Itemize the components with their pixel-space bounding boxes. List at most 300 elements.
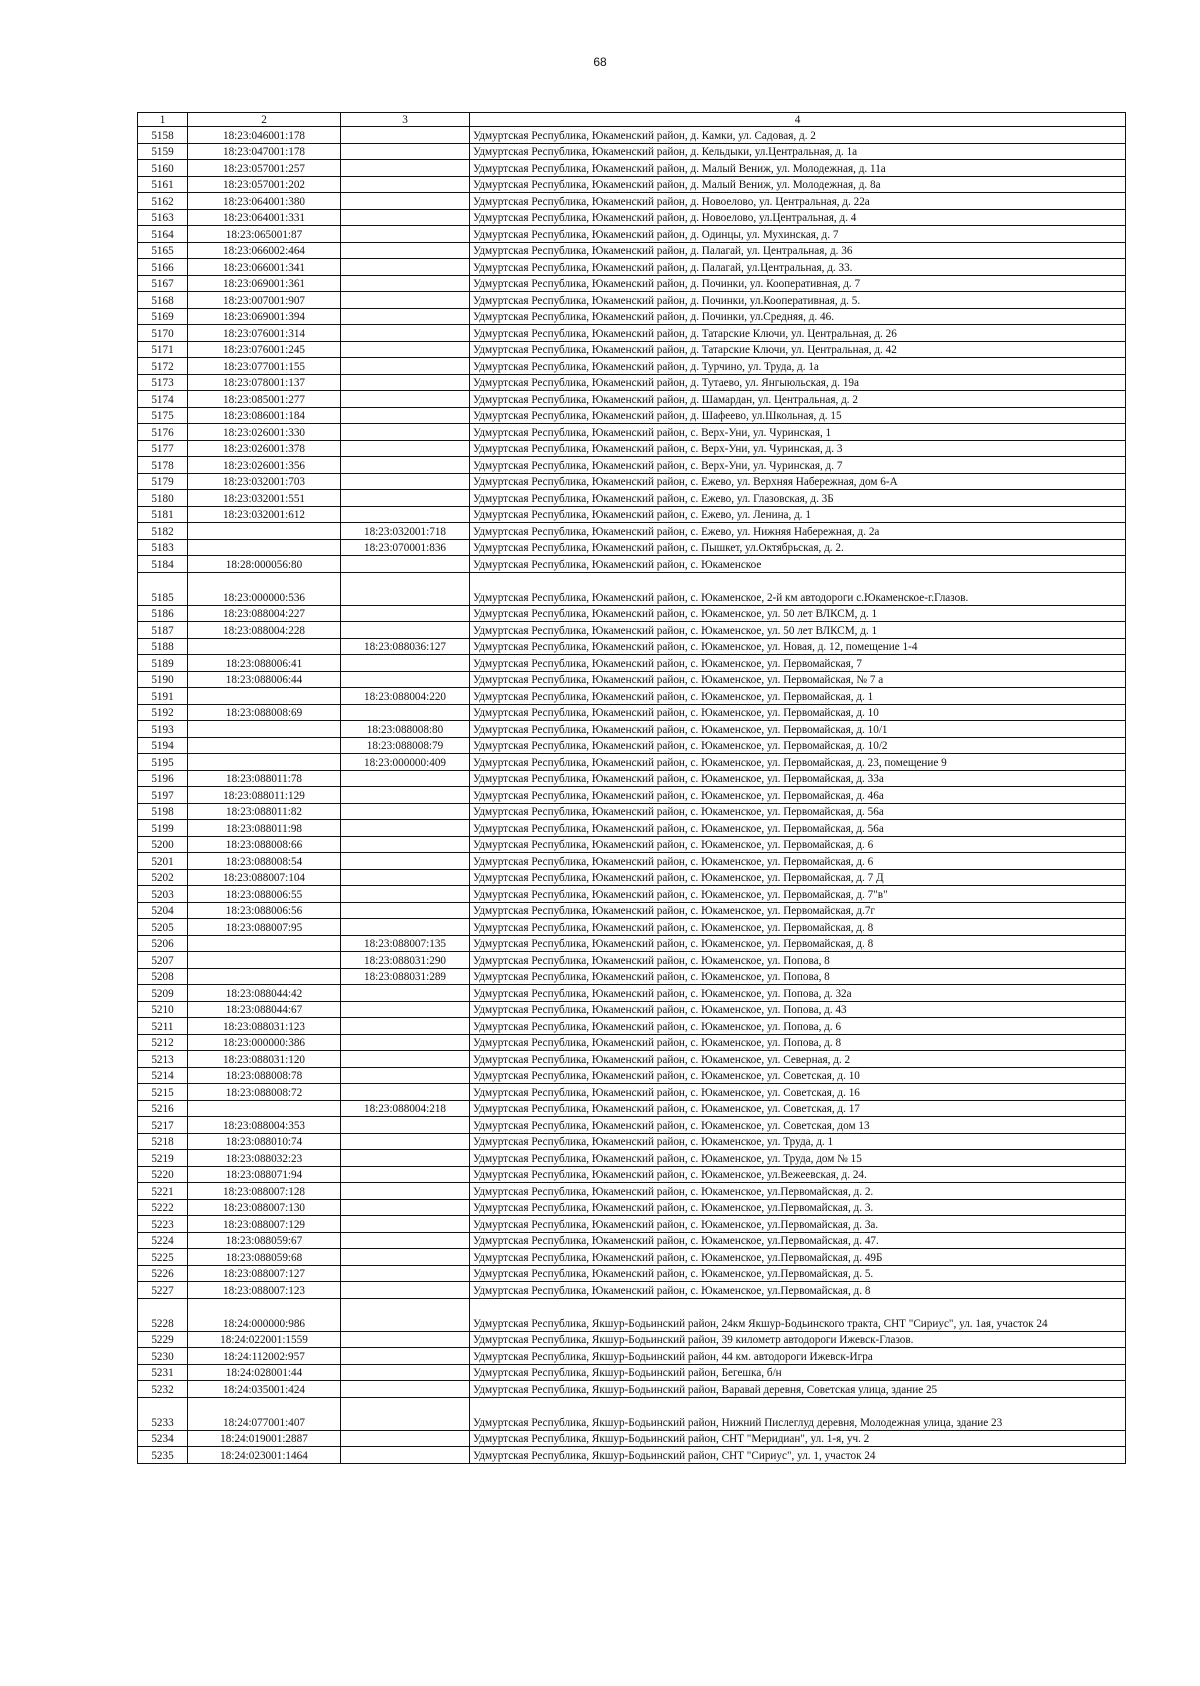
cadastral-number-alt bbox=[341, 1348, 470, 1365]
cadastral-number-alt bbox=[341, 787, 470, 804]
row-number: 5177 bbox=[138, 440, 188, 457]
cadastral-number-alt bbox=[341, 160, 470, 177]
address-cell: Удмуртская Республика, Юкаменский район, с. Юкаменское, ул. Советская, д. 17 bbox=[470, 1100, 1126, 1117]
address-cell: Удмуртская Республика, Юкаменский район, с. Юкаменское, ул. Первомайская, д. 56а bbox=[470, 820, 1126, 837]
address-cell: Удмуртская Республика, Юкаменский район, с. Юкаменское, ул. Первомайская, 7 bbox=[470, 655, 1126, 672]
cadastral-number: 18:23:088059:67 bbox=[188, 1232, 341, 1249]
cadastral-number-alt bbox=[341, 325, 470, 342]
table-row bbox=[138, 688, 1126, 705]
row-number: 5164 bbox=[138, 226, 188, 243]
cadastral-number: 18:23:077001:155 bbox=[188, 358, 341, 375]
address-cell: Удмуртская Республика, Юкаменский район, с. Пышкет, ул.Октябрьская, д. 2. bbox=[470, 539, 1126, 556]
table-row bbox=[138, 1084, 1126, 1101]
cadastral-number-alt: 18:23:088007:135 bbox=[341, 935, 470, 952]
row-number: 5213 bbox=[138, 1051, 188, 1068]
cadastral-number: 18:23:088044:67 bbox=[188, 1001, 341, 1018]
table-row bbox=[138, 1249, 1126, 1266]
table-row bbox=[138, 572, 1126, 605]
table-row bbox=[138, 1133, 1126, 1150]
cadastral-number: 18:23:047001:178 bbox=[188, 143, 341, 160]
address-cell: Удмуртская Республика, Якшур-Бодьинский район, Варавай деревня, Советская улица, здание 25 bbox=[470, 1381, 1126, 1398]
table-row bbox=[138, 770, 1126, 787]
cadastral-number-alt bbox=[341, 1381, 470, 1398]
cadastral-number-alt bbox=[341, 556, 470, 573]
row-number: 5205 bbox=[138, 919, 188, 936]
row-number: 5194 bbox=[138, 737, 188, 754]
address-cell: Удмуртская Республика, Юкаменский район, с. Юкаменское, ул. Труда, дом № 15 bbox=[470, 1150, 1126, 1167]
table-row bbox=[138, 952, 1126, 969]
cadastral-number: 18:23:088031:120 bbox=[188, 1051, 341, 1068]
cadastral-number: 18:24:035001:424 bbox=[188, 1381, 341, 1398]
address-cell: Удмуртская Республика, Юкаменский район, с. Юкаменское, ул. Первомайская, д. 1 bbox=[470, 688, 1126, 705]
cadastral-number-alt: 18:23:088031:290 bbox=[341, 952, 470, 969]
cadastral-number-alt bbox=[341, 836, 470, 853]
address-cell: Удмуртская Республика, Юкаменский район, с. Юкаменское, ул. Первомайская, № 7 а bbox=[470, 671, 1126, 688]
table-row bbox=[138, 490, 1126, 507]
table-row bbox=[138, 902, 1126, 919]
row-number: 5191 bbox=[138, 688, 188, 705]
address-cell: Удмуртская Республика, Юкаменский район, с. Юкаменское, ул. Северная, д. 2 bbox=[470, 1051, 1126, 1068]
address-cell: Удмуртская Республика, Юкаменский район, с. Юкаменское, ул. Советская, дом 13 bbox=[470, 1117, 1126, 1134]
table-row bbox=[138, 622, 1126, 639]
table-row bbox=[138, 1051, 1126, 1068]
cadastral-number-alt bbox=[341, 308, 470, 325]
cadastral-number-alt bbox=[341, 1051, 470, 1068]
table-row bbox=[138, 374, 1126, 391]
row-number: 5196 bbox=[138, 770, 188, 787]
address-cell: Удмуртская Республика, Юкаменский район, с. Юкаменское, ул. Советская, д. 10 bbox=[470, 1067, 1126, 1084]
row-number: 5203 bbox=[138, 886, 188, 903]
cadastral-number-alt bbox=[341, 193, 470, 210]
cadastral-number-alt bbox=[341, 985, 470, 1002]
row-number: 5174 bbox=[138, 391, 188, 408]
table-row bbox=[138, 523, 1126, 540]
table-row bbox=[138, 308, 1126, 325]
cadastral-number-alt: 18:23:088008:79 bbox=[341, 737, 470, 754]
address-cell: Удмуртская Республика, Юкаменский район, д. Кельдыки, ул.Центральная, д. 1а bbox=[470, 143, 1126, 160]
table-row bbox=[138, 655, 1126, 672]
cadastral-number-alt bbox=[341, 259, 470, 276]
cadastral-number: 18:23:026001:330 bbox=[188, 424, 341, 441]
table-row bbox=[138, 1199, 1126, 1216]
cadastral-number bbox=[188, 688, 341, 705]
cadastral-number-alt bbox=[341, 704, 470, 721]
table-row bbox=[138, 869, 1126, 886]
address-cell: Удмуртская Республика, Юкаменский район, д. Малый Вениж, ул. Молодежная, д. 11а bbox=[470, 160, 1126, 177]
cadastral-number-alt bbox=[341, 1265, 470, 1282]
cadastral-number-alt bbox=[341, 902, 470, 919]
cadastral-number-alt bbox=[341, 1018, 470, 1035]
row-number: 5218 bbox=[138, 1133, 188, 1150]
cadastral-number: 18:23:088011:78 bbox=[188, 770, 341, 787]
cadastral-number bbox=[188, 1100, 341, 1117]
cadastral-number: 18:23:032001:703 bbox=[188, 473, 341, 490]
cadastral-number-alt bbox=[341, 440, 470, 457]
cadastral-number-alt bbox=[341, 457, 470, 474]
cadastral-number: 18:23:007001:907 bbox=[188, 292, 341, 309]
cadastral-number-alt bbox=[341, 341, 470, 358]
cadastral-number: 18:23:000000:536 bbox=[188, 572, 341, 605]
cadastral-number-alt bbox=[341, 853, 470, 870]
row-number: 5228 bbox=[138, 1298, 188, 1331]
address-cell: Удмуртская Республика, Юкаменский район, с. Юкаменское, ул.Первомайская, д. 49Б bbox=[470, 1249, 1126, 1266]
cadastral-number-alt bbox=[341, 605, 470, 622]
table-row bbox=[138, 803, 1126, 820]
table-row bbox=[138, 935, 1126, 952]
address-cell: Удмуртская Республика, Юкаменский район, с. Юкаменское, ул. Попова, 8 bbox=[470, 968, 1126, 985]
cadastral-number-alt: 18:23:000000:409 bbox=[341, 754, 470, 771]
table-header-row bbox=[138, 113, 1126, 127]
cadastral-number: 18:23:046001:178 bbox=[188, 127, 341, 144]
cadastral-number: 18:23:065001:87 bbox=[188, 226, 341, 243]
cadastral-number: 18:23:088007:127 bbox=[188, 1265, 341, 1282]
cadastral-number-alt bbox=[341, 919, 470, 936]
table-row bbox=[138, 358, 1126, 375]
row-number: 5221 bbox=[138, 1183, 188, 1200]
cadastral-number-alt bbox=[341, 407, 470, 424]
cadastral-number-alt: 18:23:088008:80 bbox=[341, 721, 470, 738]
address-cell: Удмуртская Республика, Юкаменский район, с. Ежево, ул. Верхняя Набережная, дом 6-А bbox=[470, 473, 1126, 490]
address-cell: Удмуртская Республика, Юкаменский район, д. Татарские Ключи, ул. Центральная, д. 42 bbox=[470, 341, 1126, 358]
address-cell: Удмуртская Республика, Юкаменский район, с. Юкаменское, ул. Первомайская, д. 6 bbox=[470, 836, 1126, 853]
address-cell: Удмуртская Республика, Юкаменский район, д. Малый Вениж, ул. Молодежная, д. 8а bbox=[470, 176, 1126, 193]
row-number: 5161 bbox=[138, 176, 188, 193]
row-number: 5200 bbox=[138, 836, 188, 853]
row-number: 5208 bbox=[138, 968, 188, 985]
cadastral-number-alt: 18:23:088004:218 bbox=[341, 1100, 470, 1117]
address-cell: Удмуртская Республика, Юкаменский район, с. Юкаменское, ул. Первомайская, д. 8 bbox=[470, 919, 1126, 936]
cadastral-number: 18:23:032001:612 bbox=[188, 506, 341, 523]
address-cell: Удмуртская Республика, Юкаменский район, с. Юкаменское, ул. Первомайская, д. 10/2 bbox=[470, 737, 1126, 754]
row-number: 5181 bbox=[138, 506, 188, 523]
row-number: 5234 bbox=[138, 1430, 188, 1447]
row-number: 5172 bbox=[138, 358, 188, 375]
table-row bbox=[138, 391, 1126, 408]
cadastral-number: 18:23:088007:129 bbox=[188, 1216, 341, 1233]
cadastral-number: 18:23:086001:184 bbox=[188, 407, 341, 424]
cadastral-number-alt bbox=[341, 209, 470, 226]
cadastral-number-alt bbox=[341, 886, 470, 903]
cadastral-number-alt bbox=[341, 1397, 470, 1430]
cadastral-number bbox=[188, 952, 341, 969]
column-header-2: 2 bbox=[188, 113, 341, 127]
table-row bbox=[138, 1447, 1126, 1464]
row-number: 5223 bbox=[138, 1216, 188, 1233]
table-row bbox=[138, 473, 1126, 490]
address-cell: Удмуртская Республика, Юкаменский район, с. Верх-Уни, ул. Чуринская, д. 7 bbox=[470, 457, 1126, 474]
cadastral-number: 18:23:064001:380 bbox=[188, 193, 341, 210]
row-number: 5235 bbox=[138, 1447, 188, 1464]
address-cell: Удмуртская Республика, Юкаменский район, д. Одинцы, ул. Мухинская, д. 7 bbox=[470, 226, 1126, 243]
cadastral-number: 18:24:019001:2887 bbox=[188, 1430, 341, 1447]
row-number: 5231 bbox=[138, 1364, 188, 1381]
cadastral-number-alt bbox=[341, 143, 470, 160]
address-cell: Удмуртская Республика, Юкаменский район, с. Юкаменское, ул. Первомайская, д. 33а bbox=[470, 770, 1126, 787]
table-row bbox=[138, 407, 1126, 424]
table-body bbox=[138, 127, 1126, 1464]
row-number: 5206 bbox=[138, 935, 188, 952]
address-cell: Удмуртская Республика, Юкаменский район, с. Юкаменское, ул. Труда, д. 1 bbox=[470, 1133, 1126, 1150]
column-header-4: 4 bbox=[470, 113, 1126, 127]
row-number: 5173 bbox=[138, 374, 188, 391]
row-number: 5217 bbox=[138, 1117, 188, 1134]
registry-table bbox=[137, 112, 1126, 1464]
cadastral-number: 18:23:088059:68 bbox=[188, 1249, 341, 1266]
cadastral-number: 18:23:088007:104 bbox=[188, 869, 341, 886]
table-row bbox=[138, 160, 1126, 177]
row-number: 5230 bbox=[138, 1348, 188, 1365]
row-number: 5158 bbox=[138, 127, 188, 144]
address-cell: Удмуртская Республика, Юкаменский район, с. Юкаменское, ул.Первомайская, д. 47. bbox=[470, 1232, 1126, 1249]
table-row bbox=[138, 1348, 1126, 1365]
address-cell: Удмуртская Республика, Юкаменский район, с. Верх-Уни, ул. Чуринская, 1 bbox=[470, 424, 1126, 441]
table-row bbox=[138, 754, 1126, 771]
row-number: 5224 bbox=[138, 1232, 188, 1249]
cadastral-number: 18:23:026001:356 bbox=[188, 457, 341, 474]
address-cell: Удмуртская Республика, Юкаменский район, с. Юкаменское, ул. Первомайская, д. 7 Д bbox=[470, 869, 1126, 886]
row-number: 5190 bbox=[138, 671, 188, 688]
address-cell: Удмуртская Республика, Юкаменский район, с. Юкаменское, ул. Попова, д. 32а bbox=[470, 985, 1126, 1002]
table-row bbox=[138, 1298, 1126, 1331]
address-cell: Удмуртская Республика, Юкаменский район, д. Камки, ул. Садовая, д. 2 bbox=[470, 127, 1126, 144]
address-cell: Удмуртская Республика, Юкаменский район, д. Шамардан, ул. Центральная, д. 2 bbox=[470, 391, 1126, 408]
cadastral-number-alt bbox=[341, 506, 470, 523]
table-row bbox=[138, 127, 1126, 144]
cadastral-number-alt bbox=[341, 1067, 470, 1084]
row-number: 5167 bbox=[138, 275, 188, 292]
table-row bbox=[138, 886, 1126, 903]
table-row bbox=[138, 556, 1126, 573]
cadastral-number-alt bbox=[341, 1216, 470, 1233]
cadastral-number: 18:23:066002:464 bbox=[188, 242, 341, 259]
address-cell: Удмуртская Республика, Юкаменский район, д. Турчино, ул. Труда, д. 1а bbox=[470, 358, 1126, 375]
row-number: 5186 bbox=[138, 605, 188, 622]
table-row bbox=[138, 737, 1126, 754]
row-number: 5226 bbox=[138, 1265, 188, 1282]
cadastral-number bbox=[188, 638, 341, 655]
row-number: 5184 bbox=[138, 556, 188, 573]
cadastral-number: 18:23:088006:56 bbox=[188, 902, 341, 919]
address-cell: Удмуртская Республика, Якшур-Бодьинский район, 24км Якшур-Бодьинского тракта, СНТ "Сириус", ул. 1ая, участок 24 bbox=[470, 1298, 1126, 1331]
address-cell: Удмуртская Республика, Юкаменский район, д. Палагай, ул.Центральная, д. 33. bbox=[470, 259, 1126, 276]
cadastral-number: 18:23:057001:257 bbox=[188, 160, 341, 177]
cadastral-number bbox=[188, 968, 341, 985]
cadastral-number: 18:24:028001:44 bbox=[188, 1364, 341, 1381]
cadastral-number-alt bbox=[341, 1084, 470, 1101]
address-cell: Удмуртская Республика, Юкаменский район, д. Палагай, ул. Центральная, д. 36 bbox=[470, 242, 1126, 259]
row-number: 5165 bbox=[138, 242, 188, 259]
cadastral-number-alt bbox=[341, 1282, 470, 1299]
row-number: 5187 bbox=[138, 622, 188, 639]
address-cell: Удмуртская Республика, Якшур-Бодьинский район, Нижний Пислеглуд деревня, Молодежная улица, здание 23 bbox=[470, 1397, 1126, 1430]
cadastral-number: 18:23:088006:44 bbox=[188, 671, 341, 688]
cadastral-number: 18:23:088007:123 bbox=[188, 1282, 341, 1299]
cadastral-number: 18:23:066001:341 bbox=[188, 259, 341, 276]
address-cell: Удмуртская Республика, Юкаменский район, с. Юкаменское, ул. Советская, д. 16 bbox=[470, 1084, 1126, 1101]
address-cell: Удмуртская Республика, Юкаменский район, с. Юкаменское, ул. Попова, д. 43 bbox=[470, 1001, 1126, 1018]
column-header-3: 3 bbox=[341, 113, 470, 127]
table-row bbox=[138, 292, 1126, 309]
cadastral-number: 18:23:078001:137 bbox=[188, 374, 341, 391]
address-cell: Удмуртская Республика, Юкаменский район, с. Юкаменское, ул. Первомайская, д. 7"в" bbox=[470, 886, 1126, 903]
row-number: 5162 bbox=[138, 193, 188, 210]
cadastral-number: 18:23:088071:94 bbox=[188, 1166, 341, 1183]
table-row bbox=[138, 985, 1126, 1002]
row-number: 5192 bbox=[138, 704, 188, 721]
address-cell: Удмуртская Республика, Юкаменский район, с. Юкаменское, ул.Первомайская, д. 2. bbox=[470, 1183, 1126, 1200]
row-number: 5220 bbox=[138, 1166, 188, 1183]
table-row bbox=[138, 1216, 1126, 1233]
cadastral-number-alt bbox=[341, 572, 470, 605]
table-row bbox=[138, 457, 1126, 474]
cadastral-number-alt bbox=[341, 275, 470, 292]
row-number: 5219 bbox=[138, 1150, 188, 1167]
cadastral-number-alt: 18:23:088004:220 bbox=[341, 688, 470, 705]
cadastral-number: 18:24:022001:1559 bbox=[188, 1331, 341, 1348]
row-number: 5182 bbox=[138, 523, 188, 540]
cadastral-number-alt bbox=[341, 490, 470, 507]
table-row bbox=[138, 1331, 1126, 1348]
cadastral-number: 18:23:088007:128 bbox=[188, 1183, 341, 1200]
table-row bbox=[138, 1018, 1126, 1035]
address-cell: Удмуртская Республика, Юкаменский район, с. Юкаменское, ул. Первомайская, д.7г bbox=[470, 902, 1126, 919]
row-number: 5170 bbox=[138, 325, 188, 342]
cadastral-number: 18:23:076001:245 bbox=[188, 341, 341, 358]
row-number: 5209 bbox=[138, 985, 188, 1002]
table-row bbox=[138, 193, 1126, 210]
cadastral-number: 18:24:023001:1464 bbox=[188, 1447, 341, 1464]
table-row bbox=[138, 1397, 1126, 1430]
table-row bbox=[138, 919, 1126, 936]
cadastral-number-alt bbox=[341, 655, 470, 672]
table-row bbox=[138, 506, 1126, 523]
row-number: 5160 bbox=[138, 160, 188, 177]
address-cell: Удмуртская Республика, Юкаменский район, д. Новоелово, ул.Центральная, д. 4 bbox=[470, 209, 1126, 226]
row-number: 5198 bbox=[138, 803, 188, 820]
cadastral-number: 18:24:112002:957 bbox=[188, 1348, 341, 1365]
table-row bbox=[138, 1265, 1126, 1282]
cadastral-number bbox=[188, 754, 341, 771]
table-row bbox=[138, 605, 1126, 622]
address-cell: Удмуртская Республика, Юкаменский район, с. Юкаменское bbox=[470, 556, 1126, 573]
cadastral-number: 18:23:032001:551 bbox=[188, 490, 341, 507]
row-number: 5233 bbox=[138, 1397, 188, 1430]
cadastral-number-alt bbox=[341, 1331, 470, 1348]
cadastral-number: 18:23:088044:42 bbox=[188, 985, 341, 1002]
cadastral-number-alt bbox=[341, 1183, 470, 1200]
row-number: 5204 bbox=[138, 902, 188, 919]
cadastral-number: 18:23:088008:69 bbox=[188, 704, 341, 721]
address-cell: Удмуртская Республика, Юкаменский район, с. Юкаменское, ул. Попова, д. 6 bbox=[470, 1018, 1126, 1035]
table-row bbox=[138, 209, 1126, 226]
cadastral-number: 18:23:076001:314 bbox=[188, 325, 341, 342]
table-row bbox=[138, 1232, 1126, 1249]
cadastral-number: 18:23:088008:78 bbox=[188, 1067, 341, 1084]
table-row bbox=[138, 539, 1126, 556]
row-number: 5215 bbox=[138, 1084, 188, 1101]
address-cell: Удмуртская Республика, Юкаменский район, с. Юкаменское, ул. Первомайская, д. 6 bbox=[470, 853, 1126, 870]
row-number: 5189 bbox=[138, 655, 188, 672]
address-cell: Удмуртская Республика, Юкаменский район, с. Юкаменское, ул. Первомайская, д. 10 bbox=[470, 704, 1126, 721]
cadastral-number-alt bbox=[341, 622, 470, 639]
row-number: 5166 bbox=[138, 259, 188, 276]
row-number: 5207 bbox=[138, 952, 188, 969]
address-cell: Удмуртская Республика, Юкаменский район, с. Юкаменское, 2-й км автодороги с.Юкаменское-г.Глазов. bbox=[470, 572, 1126, 605]
address-cell: Удмуртская Республика, Юкаменский район, с. Юкаменское, ул.Первомайская, д. 5. bbox=[470, 1265, 1126, 1282]
row-number: 5175 bbox=[138, 407, 188, 424]
address-cell: Удмуртская Республика, Юкаменский район, с. Юкаменское, ул. 50 лет ВЛКСМ, д. 1 bbox=[470, 622, 1126, 639]
table-row bbox=[138, 1034, 1126, 1051]
cadastral-number-alt bbox=[341, 770, 470, 787]
table-row bbox=[138, 1001, 1126, 1018]
address-cell: Удмуртская Республика, Юкаменский район, с. Юкаменское, ул. Первомайская, д. 56а bbox=[470, 803, 1126, 820]
address-cell: Удмуртская Республика, Юкаменский район, с. Верх-Уни, ул. Чуринская, д. 3 bbox=[470, 440, 1126, 457]
table-row bbox=[138, 1067, 1126, 1084]
cadastral-number-alt bbox=[341, 292, 470, 309]
address-cell: Удмуртская Республика, Юкаменский район, д. Починки, ул.Кооперативная, д. 5. bbox=[470, 292, 1126, 309]
table-row bbox=[138, 259, 1126, 276]
table-row bbox=[138, 1364, 1126, 1381]
address-cell: Удмуртская Республика, Юкаменский район, д. Починки, ул. Кооперативная, д. 7 bbox=[470, 275, 1126, 292]
table-row bbox=[138, 275, 1126, 292]
cadastral-number-alt bbox=[341, 671, 470, 688]
cadastral-number-alt: 18:23:070001:836 bbox=[341, 539, 470, 556]
table-row bbox=[138, 820, 1126, 837]
address-cell: Удмуртская Республика, Юкаменский район, с. Юкаменское, ул.Первомайская, д. 8 bbox=[470, 1282, 1126, 1299]
row-number: 5188 bbox=[138, 638, 188, 655]
cadastral-number: 18:23:088008:72 bbox=[188, 1084, 341, 1101]
cadastral-number-alt bbox=[341, 1364, 470, 1381]
cadastral-number: 18:23:088004:353 bbox=[188, 1117, 341, 1134]
row-number: 5168 bbox=[138, 292, 188, 309]
table-row bbox=[138, 242, 1126, 259]
cadastral-number-alt bbox=[341, 127, 470, 144]
row-number: 5180 bbox=[138, 490, 188, 507]
row-number: 5179 bbox=[138, 473, 188, 490]
cadastral-number-alt bbox=[341, 242, 470, 259]
row-number: 5201 bbox=[138, 853, 188, 870]
cadastral-number-alt bbox=[341, 1034, 470, 1051]
table-row bbox=[138, 440, 1126, 457]
cadastral-number: 18:23:088007:95 bbox=[188, 919, 341, 936]
cadastral-number: 18:23:088011:82 bbox=[188, 803, 341, 820]
table-row bbox=[138, 325, 1126, 342]
cadastral-number: 18:23:088006:55 bbox=[188, 886, 341, 903]
address-cell: Удмуртская Республика, Юкаменский район, с. Ежево, ул. Глазовская, д. 3Б bbox=[470, 490, 1126, 507]
cadastral-number-alt bbox=[341, 226, 470, 243]
table-row bbox=[138, 836, 1126, 853]
address-cell: Удмуртская Республика, Юкаменский район, с. Ежево, ул. Ленина, д. 1 bbox=[470, 506, 1126, 523]
cadastral-number-alt bbox=[341, 869, 470, 886]
address-cell: Удмуртская Республика, Юкаменский район, с. Юкаменское, ул. Попова, д. 8 bbox=[470, 1034, 1126, 1051]
cadastral-number-alt bbox=[341, 424, 470, 441]
address-cell: Удмуртская Республика, Юкаменский район, д. Шафеево, ул.Школьная, д. 15 bbox=[470, 407, 1126, 424]
address-cell: Удмуртская Республика, Юкаменский район, д. Починки, ул.Средняя, д. 46. bbox=[470, 308, 1126, 325]
cadastral-number: 18:23:088008:66 bbox=[188, 836, 341, 853]
address-cell: Удмуртская Республика, Юкаменский район, с. Юкаменское, ул.Вежеевская, д. 24. bbox=[470, 1166, 1126, 1183]
cadastral-number-alt: 18:23:088036:127 bbox=[341, 638, 470, 655]
cadastral-number: 18:24:000000:986 bbox=[188, 1298, 341, 1331]
cadastral-number: 18:23:088008:54 bbox=[188, 853, 341, 870]
cadastral-number: 18:23:088004:227 bbox=[188, 605, 341, 622]
cadastral-number-alt bbox=[341, 1001, 470, 1018]
address-cell: Удмуртская Республика, Юкаменский район, с. Юкаменское, ул. 50 лет ВЛКСМ, д. 1 bbox=[470, 605, 1126, 622]
cadastral-number: 18:23:088032:23 bbox=[188, 1150, 341, 1167]
table-row bbox=[138, 1166, 1126, 1183]
cadastral-number-alt bbox=[341, 1447, 470, 1464]
cadastral-number-alt bbox=[341, 1232, 470, 1249]
row-number: 5216 bbox=[138, 1100, 188, 1117]
